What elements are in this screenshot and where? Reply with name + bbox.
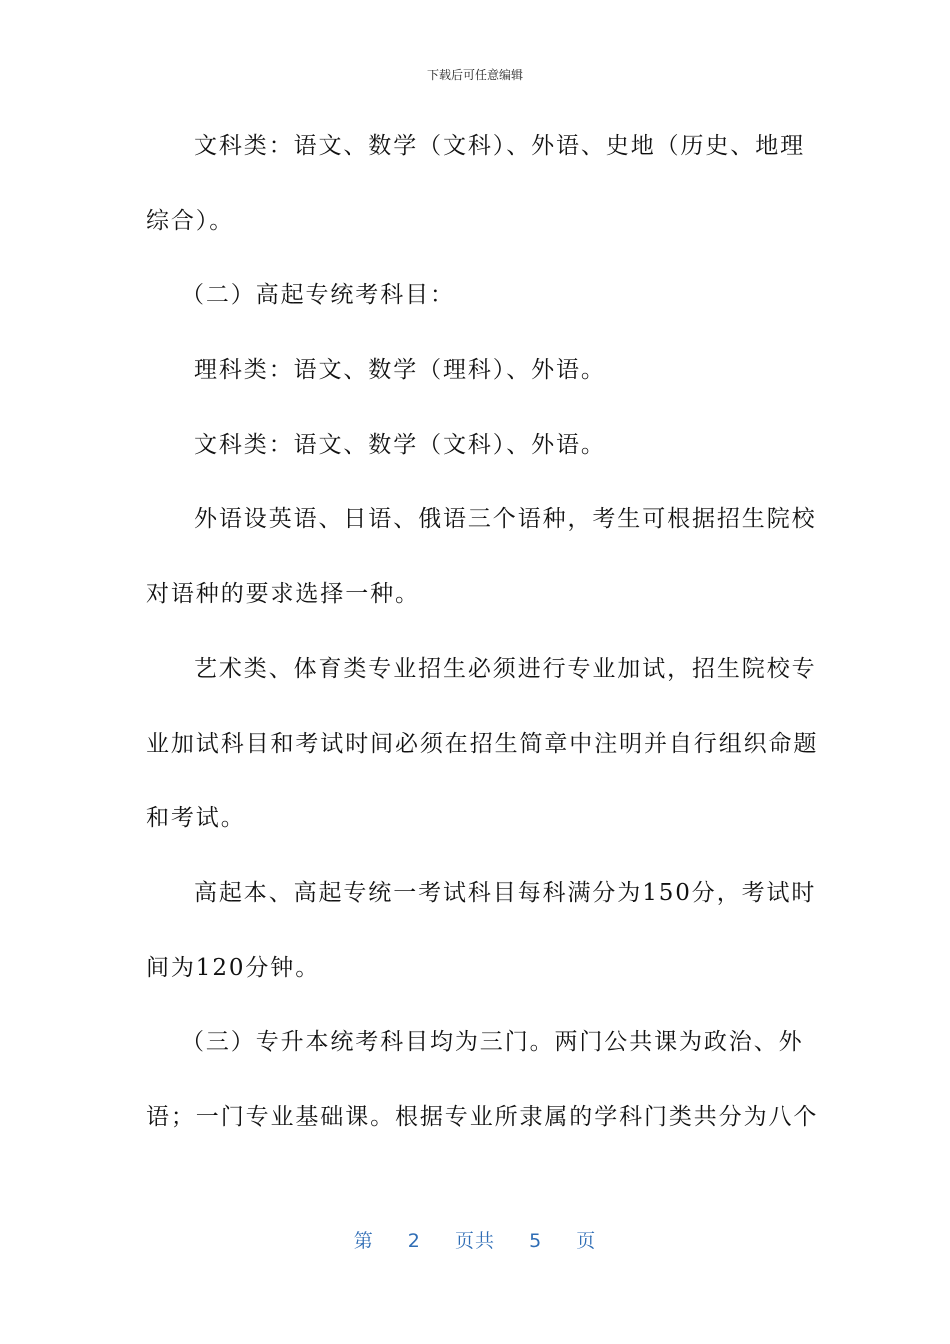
text-line: 对语种的要求选择一种。 [146, 581, 420, 608]
text-line: 艺术类、体育类专业招生必须进行专业加试，招生院校专 [194, 655, 817, 682]
text-line: 间为120分钟。 [146, 954, 321, 981]
text-line: 综合）。 [146, 207, 235, 234]
header-note: 下载后可任意编辑 [426, 68, 523, 82]
text-line: 文科类：语文、数学（文科）、外语。 [194, 431, 606, 458]
footer-suffix: 页 [576, 1230, 597, 1252]
text-line: 理科类：语文、数学（理科）、外语。 [194, 357, 606, 384]
text-line: 和考试。 [146, 805, 246, 832]
text-line: 业加试科目和考试时间必须在招生简章中注明并自行组织命题 [146, 730, 819, 757]
page-header [0, 66, 950, 83]
current-page-number: 2 [407, 1230, 421, 1252]
text-line: 语；一门专业基础课。根据专业所隶属的学科门类共分为八个 [146, 1103, 819, 1130]
text-line: 文科类：语文、数学（文科）、外语、史地（历史、地理 [194, 133, 805, 159]
section-heading: （三）专升本统考科目均为三门。两门公共课为政治、外 [181, 1029, 804, 1056]
section-heading: （二）高起专统考科目： [181, 282, 455, 309]
text-line: 高起本、高起专统一考试科目每科满分为150分，考试时 [194, 879, 817, 906]
total-page-number: 5 [529, 1230, 543, 1252]
footer-prefix: 第 [353, 1230, 374, 1252]
footer-middle: 页共 [454, 1230, 495, 1252]
text-line: 外语设英语、日语、俄语三个语种，考生可根据招生院校 [194, 506, 817, 533]
page-footer [0, 1226, 950, 1253]
document-body [146, 124, 819, 1170]
